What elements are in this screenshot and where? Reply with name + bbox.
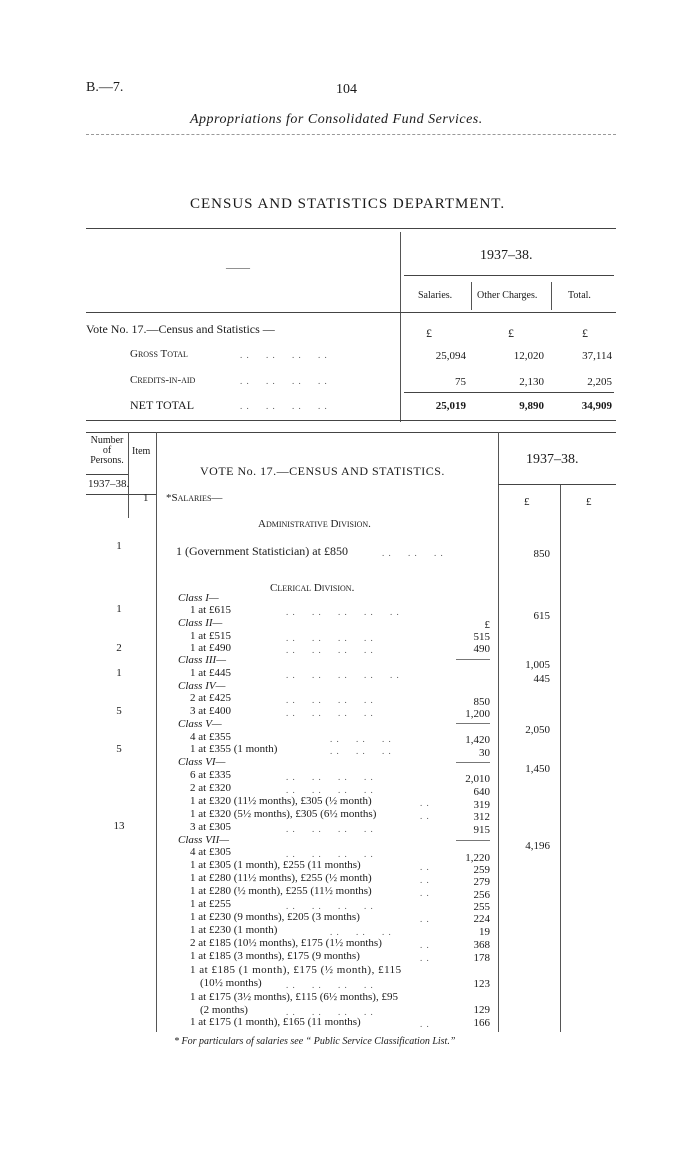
col-other-charges: Other Charges. [477,290,538,301]
class-heading: Class I— [178,592,219,604]
leader-dots: . . [420,798,430,808]
class-heading: Class VII— [178,834,230,846]
currency-b: £ [586,496,592,508]
rate-line: 1 at £490 [190,642,231,654]
persons-count: 1 [116,540,122,552]
leader-dots: . . . . . . [330,746,392,756]
persons-year: 1937–38. [88,478,130,490]
rate-line: 1 at £355 (1 month) [190,743,278,755]
leader-dots: . . . . . . . . [286,645,374,655]
persons-count: 1 [116,603,122,615]
line-amount: 224 [473,913,490,925]
rate-line: 1 at £185 (3 months), £175 (9 months) [190,950,360,962]
line-amount: 30 [479,747,490,759]
rate-line: 1 at £615 [190,604,231,616]
leader-dots: . . . . . . . . [286,980,374,990]
leader-dots: . . [420,953,430,963]
line-amount: 178 [473,952,490,964]
rate-line: 3 at £400 [190,705,231,717]
leader-dots: . . . . . . . . [286,772,374,782]
leader-dots: . . [420,1019,430,1029]
leader-dots: . . [420,875,430,885]
rate-line: 1 at £320 (5½ months), £305 (6½ months) [190,808,377,820]
salaries-heading: *Salaries— [166,492,223,504]
class-heading: Class III— [178,654,226,666]
line-amount: 640 [473,786,490,798]
item-number: 1 [143,492,149,504]
rate-line: 1 at £230 (1 month) [190,924,278,936]
rate-line: 1 at £280 (11½ months), £255 (½ month) [190,872,372,884]
line-amount: 19 [479,926,490,938]
class-ii-currency: £ [484,619,490,631]
summary-year-rule [404,275,614,276]
leader-dots: . . [420,888,430,898]
leader-dots: . . . . . . . . [286,695,374,705]
line-amount: 123 [473,978,490,990]
summary-year: 1937–38. [480,248,533,263]
line-amount: 368 [473,939,490,951]
line-amount: 1,200 [465,708,490,720]
summary-bottom-rule [86,420,616,421]
rate-line: (10½ months) [200,977,262,989]
leader-dots: . . [420,914,430,924]
rate-line: 1 at £515 [190,630,231,642]
col-divider-2 [551,282,552,310]
leader-dots: . . . . . . . . [240,350,328,360]
persons-count: 2 [116,642,122,654]
leader-dots: . . . . . . . . . . [286,670,400,680]
leader-dots: . . [420,811,430,821]
currency-a: £ [524,496,530,508]
line-amount: 515 [473,631,490,643]
subtotal-rule [456,762,490,763]
summary-salaries: 25,094 [435,350,466,362]
amount-divider-2 [560,484,561,1032]
col-salaries: Salaries. [418,290,453,301]
class-total: 445 [533,673,550,685]
persons-count: 5 [116,743,122,755]
line-amount: 279 [473,876,490,888]
line-amount: 256 [473,889,490,901]
col-total: Total. [568,290,591,301]
rate-line: 1 at £305 (1 month), £255 (11 months) [190,859,361,871]
rate-line: 1 at £280 (½ month), £255 (11½ months) [190,885,372,897]
leader-dots: . . [420,862,430,872]
line-amount: 850 [473,696,490,708]
col-item: Item [132,446,151,457]
detail-title: VOTE No. 17.—CENSUS AND STATISTICS. [200,464,445,478]
admin-amount: 850 [533,548,550,560]
leader-dots: . . . . . . . . [286,708,374,718]
footnote: * For particulars of salaries see “ Public Service Classification List.” [174,1036,456,1047]
leader-dots: . . . . . . . . . . [286,607,400,617]
net-total-rule [404,392,614,393]
summary-row-label: Gross Total [130,348,188,360]
summary-total: 2,205 [587,376,612,388]
summary-other: 9,890 [519,400,544,412]
summary-vote-label: Vote No. 17.—Census and Statistics — [86,322,275,336]
class-heading: Class V— [178,718,222,730]
detail-top-rule [86,432,616,433]
summary-total: 34,909 [581,400,612,412]
leader-dots: . . . . . . . . [240,401,328,411]
subtitle-rule [86,134,616,135]
leader-dots: . . [420,940,430,950]
leader-dots: . . . . . . . . [286,785,374,795]
persons-count: 1 [116,667,122,679]
line-amount: 490 [473,643,490,655]
rate-line: 2 at £320 [190,782,231,794]
summary-salaries: 25,019 [435,400,466,412]
summary-top-rule [86,228,616,229]
admin-heading: Administrative Division. [258,518,371,530]
class-total: 615 [533,610,550,622]
class-total: 4,196 [525,840,550,852]
rate-line: 3 at £305 [190,821,231,833]
persons-count: 13 [113,820,125,832]
rate-line: 1 at £445 [190,667,231,679]
class-heading: Class II— [178,617,223,629]
leader-dots: . . . . . . [330,734,392,744]
summary-divider [400,232,401,422]
persons-count: 5 [116,705,122,717]
col-divider-1 [471,282,472,310]
summary-other: 12,020 [513,350,544,362]
leader-dots: . . . . . . [330,927,392,937]
page-ref: B.—7. [86,80,124,95]
page-subtitle: Appropriations for Consolidated Fund Services. [190,112,483,127]
rate-line: 1 at £230 (9 months), £205 (3 months) [190,911,360,923]
line-amount: 1,220 [465,852,490,864]
leader-dots: . . . . . . . . [286,1007,374,1017]
department-title: CENSUS AND STATISTICS DEPARTMENT. [190,196,506,212]
class-total: 2,050 [525,724,550,736]
line-amount: 312 [473,811,490,823]
leader-dots: . . . . . . . . [286,824,374,834]
subtotal-rule [456,723,490,724]
leader-dots: . . . . . . . . [286,849,374,859]
rate-line: 4 at £305 [190,846,231,858]
admin-line: 1 (Government Statistician) at £850 [176,544,348,558]
line-amount: 915 [473,824,490,836]
summary-other: 2,130 [519,376,544,388]
summary-row-label: NET TOTAL [130,398,195,412]
rate-line: 4 at £355 [190,731,231,743]
subtotal-rule [456,840,490,841]
class-heading: Class IV— [178,680,226,692]
class-heading: Class VI— [178,756,226,768]
rate-line: 1 at £175 (1 month), £165 (11 months) [190,1016,361,1028]
currency-other: £ [508,326,514,340]
rate-line: 2 at £185 (10½ months), £175 (1½ months) [190,937,382,949]
rate-line: 6 at £335 [190,769,231,781]
col-number-persons: Number of Persons. [90,435,124,466]
leader-dots: . . . . . . . . [286,901,374,911]
summary-dash: —— [226,260,250,274]
summary-total: 37,114 [582,350,612,362]
rate-line: 1 at £185 (1 month), £175 (½ month), £115 [190,964,402,976]
rate-line: 2 at £425 [190,692,231,704]
line-amount: 255 [473,901,490,913]
subtotal-rule [456,659,490,660]
line-amount: 129 [473,1004,490,1016]
leader-dots: . . . . . . . . [286,633,374,643]
leader-dots: . . . . . . . . [240,376,328,386]
class-total: 1,005 [525,659,550,671]
page-number: 104 [336,82,357,97]
class-total: 1,450 [525,763,550,775]
rate-line: 1 at £175 (3½ months), £115 (6½ months), £95 [190,991,398,1003]
rate-line: 1 at £320 (11½ months), £305 (½ month) [190,795,372,807]
item-divider [156,432,157,1032]
amount-divider-1 [498,432,499,1032]
rate-line: 1 at £255 [190,898,231,910]
summary-row-label: Credits-in-aid [130,374,196,386]
rate-line: (2 months) [200,1004,248,1016]
detail-year-rule [498,484,616,485]
line-amount: 166 [473,1017,490,1029]
line-amount: 259 [473,864,490,876]
summary-header-rule [86,312,616,313]
currency-total: £ [582,326,588,340]
currency-salaries: £ [426,326,432,340]
line-amount: 319 [473,799,490,811]
detail-year: 1937–38. [526,452,579,467]
clerical-heading: Clerical Division. [270,582,355,594]
leader-dots: . . . . . . [382,548,444,558]
persons-divider [128,432,129,518]
line-amount: 2,010 [465,773,490,785]
persons-header-rule [86,474,128,475]
line-amount: 1,420 [465,734,490,746]
summary-salaries: 75 [455,376,466,388]
